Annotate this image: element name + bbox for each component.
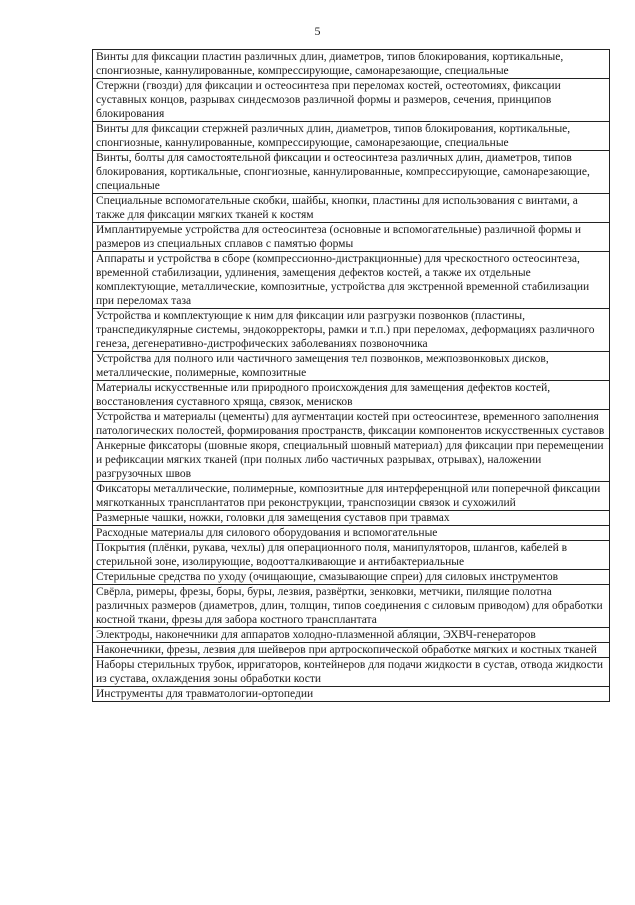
table-cell: Стерильные средства по уходу (очищающие, смазывающие спреи) для силовых инструментов bbox=[93, 570, 610, 585]
table-row bbox=[93, 309, 610, 352]
table-cell: Винты для фиксации пластин различных длин, диаметров, типов блокирования, кортикальные, спонгиозные, каннулированные, компрессирующие, самонарезающие, специальные bbox=[93, 50, 610, 79]
table-row bbox=[93, 410, 610, 439]
table-cell: Винты, болты для самостоятельной фиксации и остеосинтеза различных длин, диаметров, типов блокирования, кортикальные, спонгиозные, каннулированные, компрессирующие, самонарезающие, специальные bbox=[93, 151, 610, 194]
table-row bbox=[93, 628, 610, 643]
table-cell: Устройства и комплектующие к ним для фиксации или разгрузки позвонков (пластины, транспедикулярные системы, эндокорректоры, рамки и т.п.) при переломах, деформациях различного генеза, дегенеративно-дистрофических заболеваниях позвоночника bbox=[93, 309, 610, 352]
table-row bbox=[93, 541, 610, 570]
table-cell: Наборы стерильных трубок, ирригаторов, контейнеров для подачи жидкости в сустав, отвода жидкости из сустава, охлаждения зоны обработки кости bbox=[93, 658, 610, 687]
table-row bbox=[93, 658, 610, 687]
table-cell: Устройства для полного или частичного замещения тел позвонков, межпозвонковых дисков, металлические, полимерные, композитные bbox=[93, 352, 610, 381]
table-row bbox=[93, 79, 610, 122]
table-cell: Расходные материалы для силового оборудования и вспомогательные bbox=[93, 526, 610, 541]
table-cell: Материалы искусственные или природного происхождения для замещения дефектов костей, восстановления суставного хряща, связок, менисков bbox=[93, 381, 610, 410]
table-row bbox=[93, 687, 610, 702]
table-cell: Инструменты для травматологии-ортопедии bbox=[93, 687, 610, 702]
table-cell: Аппараты и устройства в сборе (компрессионно-дистракционные) для чрескостного остеосинтеза, временной стабилизации, удлинения, замещения дефектов костей, а также их отдельные комплектующие, металлические, композитные, устройства для экстренной временной стабилизации при переломах таза bbox=[93, 252, 610, 309]
table-cell: Электроды, наконечники для аппаратов холодно-плазменной абляции, ЭХВЧ-генераторов bbox=[93, 628, 610, 643]
table-row bbox=[93, 352, 610, 381]
table-cell: Свёрла, римеры, фрезы, боры, буры, лезвия, развёртки, зенковки, метчики, пилящие полотна различных размеров (диаметров, длин, толщин, типов соединения с силовым приводом) для обработки костной ткани, фрезы для забора костного трансплантата bbox=[93, 585, 610, 628]
table-cell: Наконечники, фрезы, лезвия для шейверов при артроскопической обработке мягких и костных тканей bbox=[93, 643, 610, 658]
table-cell: Размерные чашки, ножки, головки для замещения суставов при травмах bbox=[93, 511, 610, 526]
table-row bbox=[93, 223, 610, 252]
table-cell: Имплантируемые устройства для остеосинтеза (основные и вспомогательные) различной формы и размеров из специальных сплавов с памятью формы bbox=[93, 223, 610, 252]
items-table bbox=[92, 49, 610, 702]
table-cell: Винты для фиксации стержней различных длин, диаметров, типов блокирования, кортикальные, спонгиозные, каннулированные, компрессирующие, самонарезающие, специальные bbox=[93, 122, 610, 151]
table-cell: Специальные вспомогательные скобки, шайбы, кнопки, пластины для использования с винтами, а также для фиксации мягких тканей к костям bbox=[93, 194, 610, 223]
table-cell: Фиксаторы металлические, полимерные, композитные для интерференцной или поперечной фиксации мягкотканных трансплантатов при реконструкции, транспозиции связок и сухожилий bbox=[93, 482, 610, 511]
table-row bbox=[93, 526, 610, 541]
table-row bbox=[93, 585, 610, 628]
table-row bbox=[93, 194, 610, 223]
table-row bbox=[93, 511, 610, 526]
table-row bbox=[93, 570, 610, 585]
table-cell: Устройства и материалы (цементы) для аугментации костей при остеосинтезе, временного заполнения патологических полостей, формирования пространств, фиксации компонентов искусственных суставов bbox=[93, 410, 610, 439]
table-cell: Стержни (гвозди) для фиксации и остеосинтеза при переломах костей, остеотомиях, фиксации суставных концов, разрывах синдесмозов различной формы и размеров, сечения, принципов блокирования bbox=[93, 79, 610, 122]
table-row bbox=[93, 50, 610, 79]
table-row bbox=[93, 122, 610, 151]
table-row bbox=[93, 643, 610, 658]
table-cell: Анкерные фиксаторы (шовные якоря, специальный шовный материал) для фиксации при перемещении и рефиксации мягких тканей (при полных либо частичных разрывах, отрывах), наложении разгрузочных швов bbox=[93, 439, 610, 482]
table-row bbox=[93, 252, 610, 309]
page-number: 5 bbox=[314, 24, 321, 38]
table-row bbox=[93, 439, 610, 482]
table-cell: Покрытия (плёнки, рукава, чехлы) для операционного поля, манипуляторов, шлангов, кабелей в стерильной зоне, изолирующие, водоотталкивающие и антибактериальные bbox=[93, 541, 610, 570]
table-row bbox=[93, 482, 610, 511]
table-row bbox=[93, 151, 610, 194]
table-row bbox=[93, 381, 610, 410]
